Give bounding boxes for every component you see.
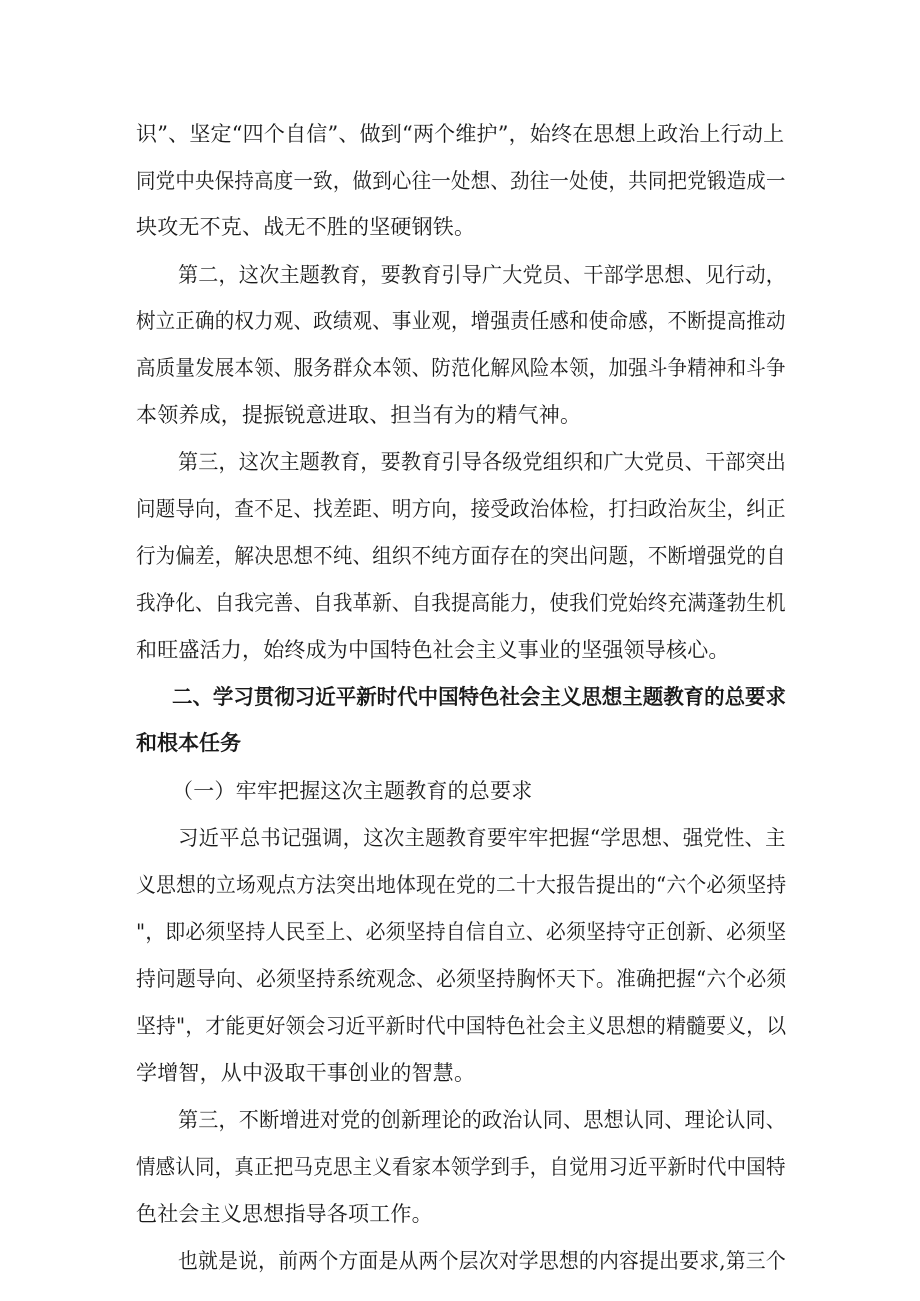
text-line: 本领养成，提振锐意进取、担当有为的精气神。 [136,403,582,427]
text-line: 义思想的立场观点方法突出地体现在党的二十大报告提出的“六个必须坚持 [136,873,787,897]
section-heading-continued: 和根本任务 [136,731,241,755]
text-line: 色社会主义思想指导各项工作。 [136,1202,433,1226]
text-line: 高质量发展本领、服务群众本领、防范化解风险本领，加强斗争精神和斗争 [136,356,786,380]
text-line: 也就是说，前两个方面是从两个层次对学思想的内容提出要求,第三个 [178,1249,786,1273]
text-line: 我净化、自我完善、自我革新、自我提高能力，使我们党始终充满蓬勃生机 [136,591,786,615]
text-line: 第二，这次主题教育，要教育引导广大党员、干部学思想、见行动， [178,263,787,287]
text-line: 习近平总书记强调，这次主题教育要牢牢把握“学思想、强党性、主 [178,826,786,850]
text-line: 和旺盛活力，始终成为中国特色社会主义事业的坚强领导核心。 [136,638,730,662]
text-line: 学增智，从中汲取干事创业的智慧。 [136,1061,476,1085]
text-line: 识”、坚定“四个自信”、做到“两个维护”，始终在思想上政治上行动上 [136,122,785,146]
subsection-heading: （一）牢牢把握这次主题教育的总要求 [172,779,533,803]
text-line: 问题导向，查不足、找差距、明方向，接受政治体检，打扫政治灰尘，纠正 [136,497,786,521]
text-line: 情感认同，真正把马克思主义看家本领学到手，自觉用习近平新时代中国特 [136,1155,786,1179]
text-line: 同党中央保持高度一致，做到心往一处想、劲往一处使，共同把党锻造成一 [136,169,786,193]
text-line: 坚持"，才能更好领会习近平新时代中国特色社会主义思想的精髓要义，以 [136,1014,787,1038]
text-line: "，即必须坚持人民至上、必须坚持自信自立、必须坚持守正创新、必须坚 [136,920,787,944]
text-line: 块攻无不克、战无不胜的坚硬钢铁。 [136,215,476,239]
text-line: 行为偏差，解决思想不纯、组织不纯方面存在的突出问题，不断增强党的自 [136,544,786,568]
text-line: 持问题导向、必须坚持系统观念、必须坚持胸怀天下。准确把握“六个必须 [136,967,787,991]
text-line: 第三，这次主题教育，要教育引导各级党组织和广大党员、干部突出 [178,450,787,474]
text-line: 第三，不断增进对党的创新理论的政治认同、思想认同、理论认同、 [178,1108,787,1132]
section-heading: 二、学习贯彻习近平新时代中国特色社会主义思想主题教育的总要求 [172,685,786,709]
text-line: 树立正确的权力观、政绩观、事业观，增强责任感和使命感，不断提高推动 [136,309,786,333]
